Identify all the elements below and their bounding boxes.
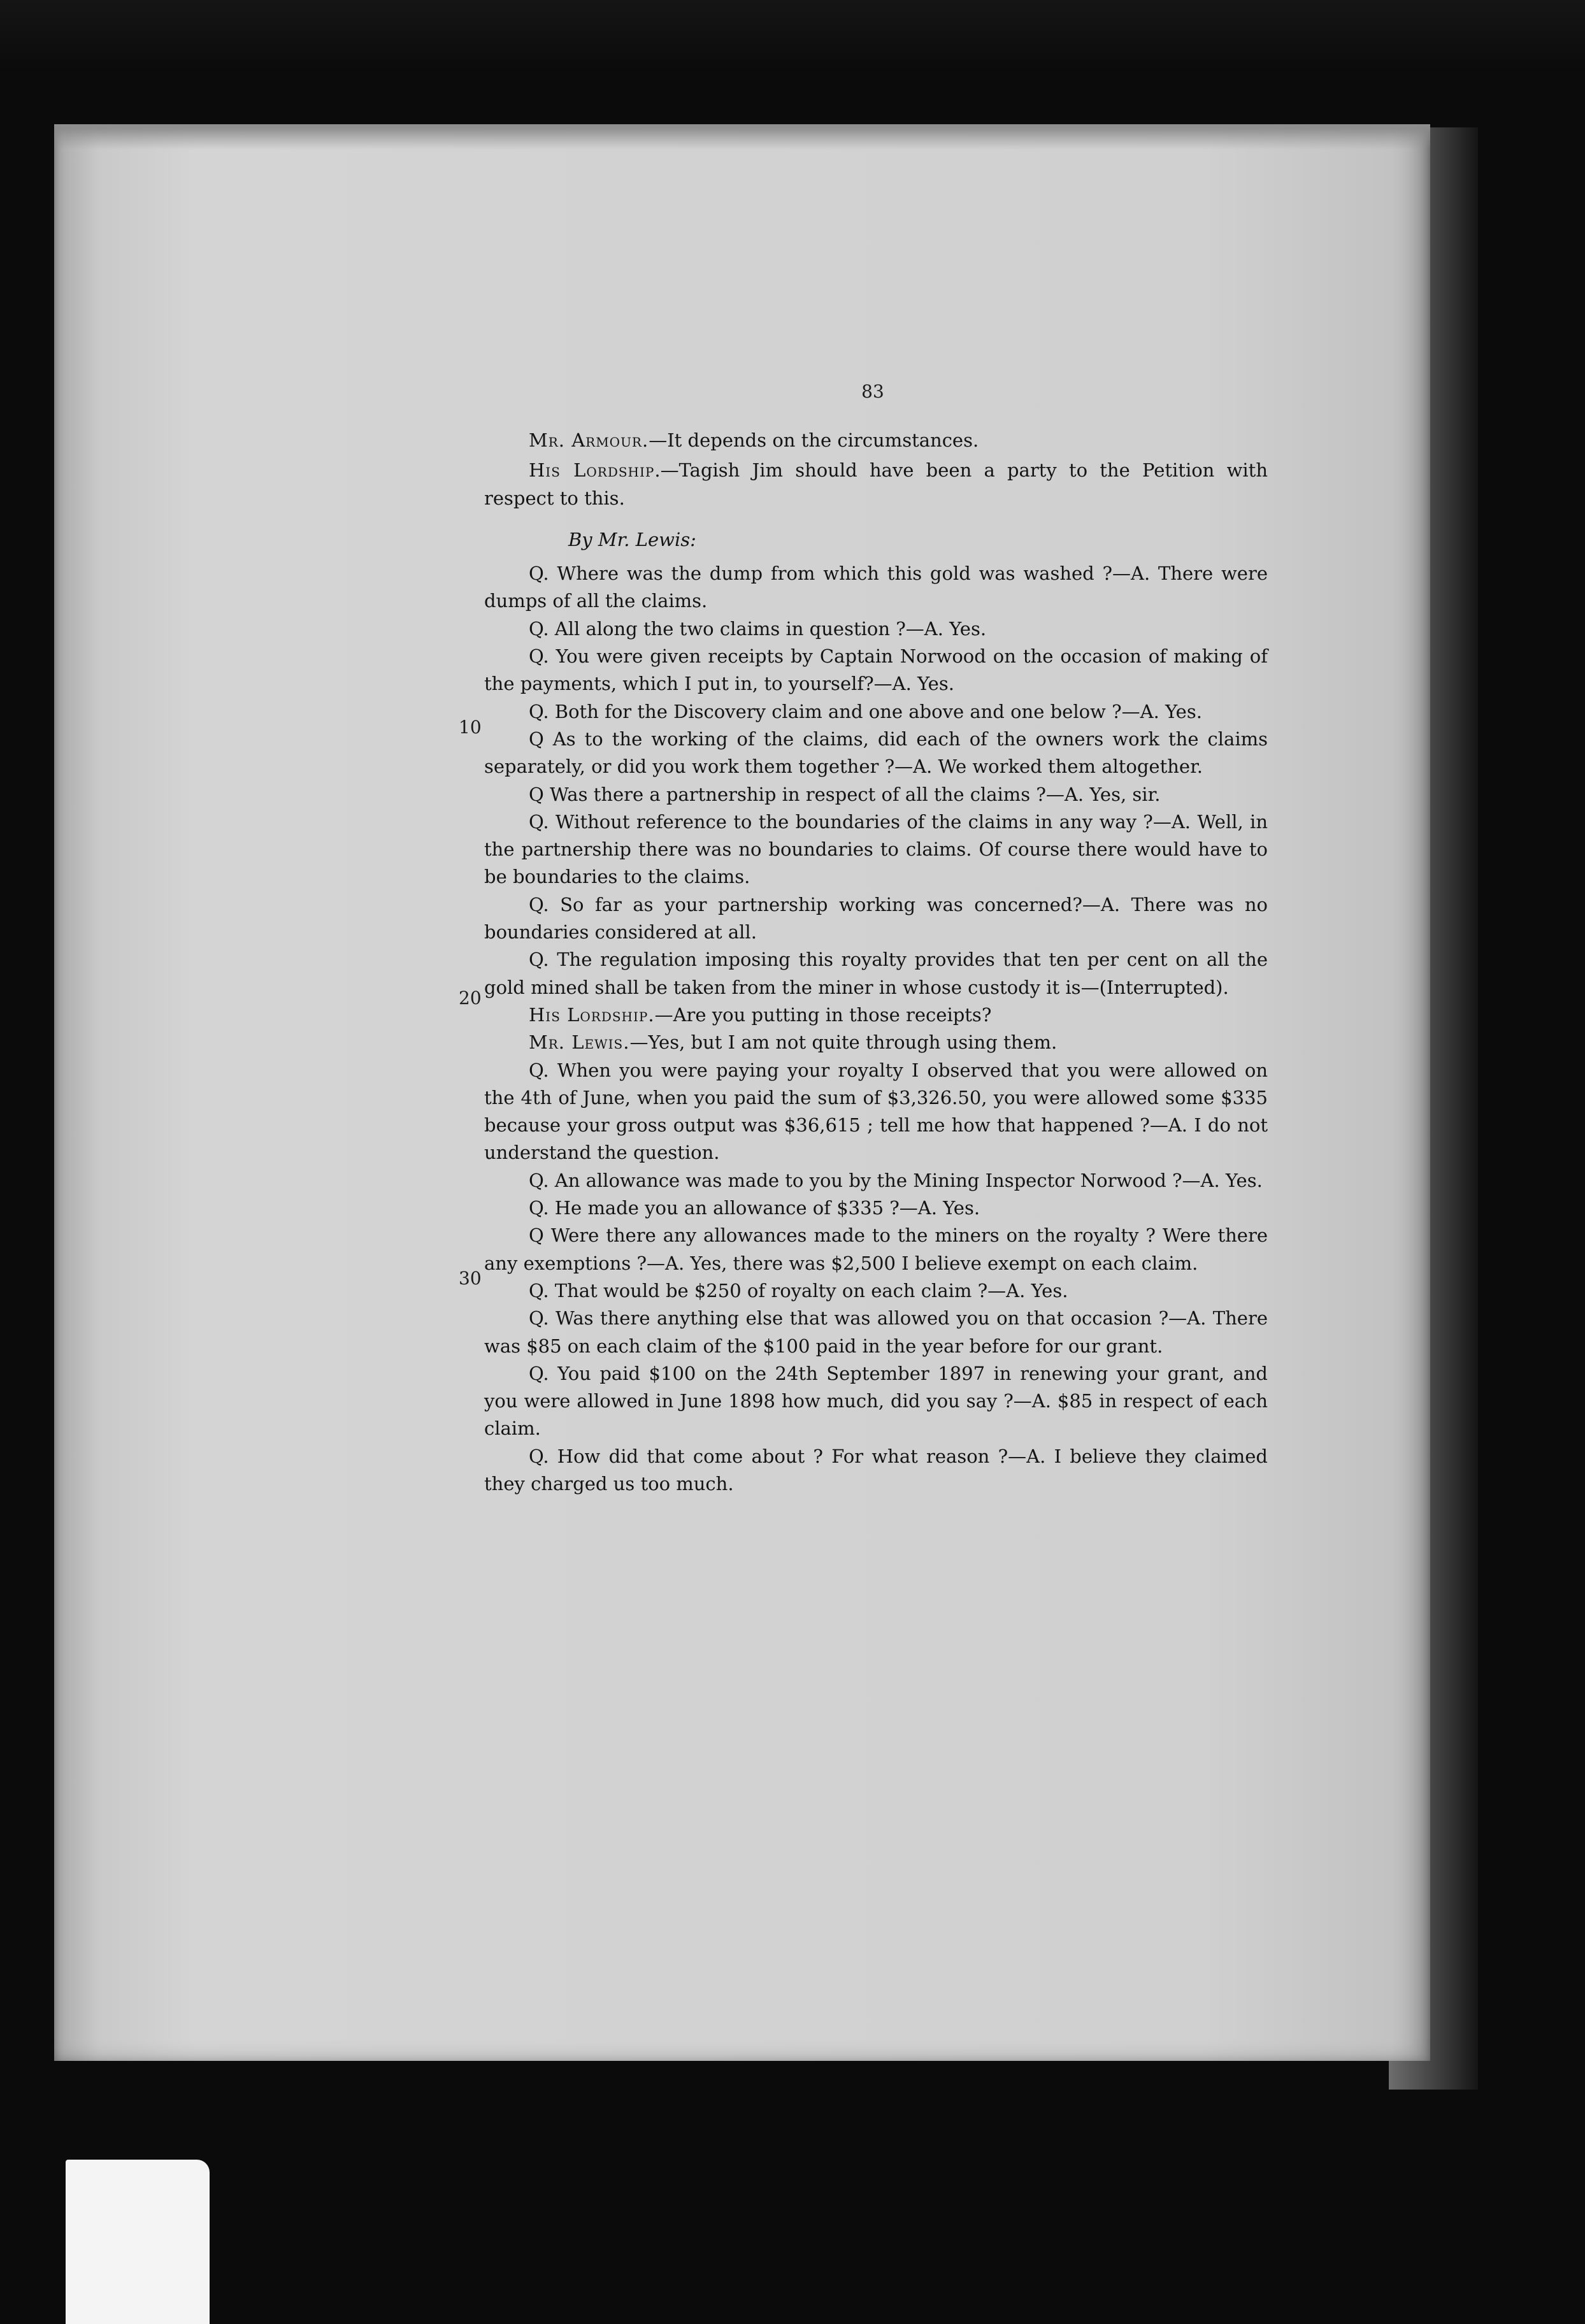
transcript-paragraph bbox=[484, 457, 1268, 512]
examination-heading: By Mr. Lewis: bbox=[568, 528, 696, 550]
transcript-paragraph: Q. Where was the dump from which this gold was washed ?—A. There were dumps of all the claims. bbox=[484, 563, 1268, 612]
transcript-paragraph: Q. Was there anything else that was allowed you on that occasion ?—A. There was $85 on each claim of the $100 paid in the year before for our grant. bbox=[484, 1307, 1268, 1357]
transcript-paragraph: Q. The regulation imposing this royalty provides that ten per cent on all the gold mined shall be taken from the miner in whose custody it is—(Interrupted). bbox=[484, 949, 1268, 998]
transcript-paragraph: Q. When you were paying your royalty I observed that you were allowed on the 4th of June, when you paid the sum of $3,326.50, you were allowed some $335 because your gross output was $36,615 ; tell me how that happened ?—A. I do not understand the question. bbox=[484, 1059, 1268, 1164]
transcript-paragraph: Q. Both for the Discovery claim and one above and one below ?—A. Yes. bbox=[529, 700, 1202, 722]
transcript-paragraph bbox=[484, 1001, 1268, 1029]
transcript-paragraph: Q. So far as your partnership working was concerned?—A. There was no boundaries considered at all. bbox=[484, 893, 1268, 943]
transcript-paragraph bbox=[484, 427, 1268, 454]
transcript-paragraph: Q As to the working of the claims, did each of the owners work the claims separately, or did you work them together ?—A. We worked them altogether. bbox=[484, 728, 1268, 778]
transcript-paragraph: Q Were there any allowances made to the miners on the royalty ? Were there any exemptions ?—A. Yes, there was $2,500 I believe exempt on each claim. bbox=[484, 1224, 1268, 1274]
page-number: 83 bbox=[861, 381, 884, 402]
transcript-paragraph: Q. He made you an allowance of $335 ?—A. Yes. bbox=[529, 1197, 980, 1219]
speaker-name: His Lordship. bbox=[529, 1003, 655, 1026]
film-edge bbox=[0, 0, 1585, 70]
transcript-paragraph: Q. All along the two claims in question ?—A. Yes. bbox=[529, 617, 987, 640]
margin-line-number: 20 bbox=[459, 987, 482, 1008]
transcript-paragraph: Q. You were given receipts by Captain Norwood on the occasion of making of the payments, which I put in, to yourself?—A. Yes. bbox=[484, 645, 1268, 695]
paragraph-text: —Yes, but I am not quite through using them. bbox=[629, 1031, 1058, 1054]
paragraph-text: —It depends on the circumstances. bbox=[649, 429, 979, 451]
transcript-paragraph: Q. That would be $250 of royalty on each claim ?—A. Yes. bbox=[529, 1279, 1068, 1302]
transcript-paragraph: Q. How did that come about ? For what reason ?—A. I believe they claimed they charged us too much. bbox=[484, 1445, 1268, 1495]
transcript-paragraph: Q. You paid $100 on the 24th September 1897 in renewing your grant, and you were allowed in June 1898 how much, did you say ?—A. $85 in respect of each claim. bbox=[484, 1362, 1268, 1440]
transcript-paragraph: Q Was there a partnership in respect of all the claims ?—A. Yes, sir. bbox=[529, 783, 1161, 805]
paragraph-text: —Are you putting in those receipts? bbox=[654, 1003, 992, 1026]
speaker-name: His Lordship bbox=[529, 459, 655, 482]
page-top-fold bbox=[54, 124, 1430, 150]
transcript-paragraph: Q. An allowance was made to you by the Mining Inspector Norwood ?—A. Yes. bbox=[529, 1169, 1263, 1191]
speaker-name: Mr. Lewis. bbox=[529, 1031, 630, 1054]
margin-line-number: 30 bbox=[459, 1268, 482, 1289]
microfilm-label-card bbox=[66, 2160, 210, 2324]
transcript-paragraph: Q. Without reference to the boundaries of the claims in any way ?—A. Well, in the partnership there was no boundaries to claims. Of course there would have to be boundaries to the claims. bbox=[484, 810, 1268, 888]
margin-line-number: 10 bbox=[459, 717, 482, 738]
transcript-body bbox=[484, 427, 1268, 1498]
speaker-name: Mr. Armour. bbox=[529, 429, 649, 451]
paragraph-text: .—Tagish Jim should have been a party to the Petition with respect to this. bbox=[484, 459, 1268, 509]
transcript-paragraph bbox=[484, 1029, 1268, 1056]
